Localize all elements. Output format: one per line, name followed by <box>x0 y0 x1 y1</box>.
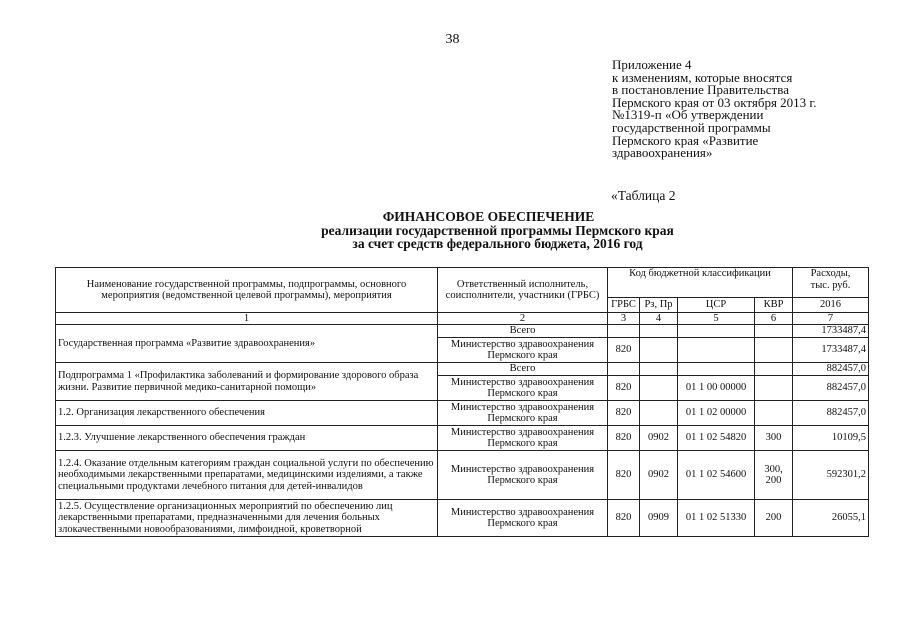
header-name: Наименование государственной программы, подпрограммы, основного мероприятия (ведомственной целевой программы), мероприятия <box>56 268 438 313</box>
document-title <box>0 210 905 251</box>
activity-name: 1.2. Организация лекарственного обеспечения <box>56 401 438 426</box>
title-line-1: ФИНАНСОВОЕ ОБЕСПЕЧЕНИЕ <box>382 209 595 224</box>
responsible-cell: Министерство здравоохранения Пермского края <box>438 500 608 537</box>
table-row <box>56 500 869 537</box>
col-number: 7 <box>793 313 869 325</box>
csr-cell: 01 1 00 00000 <box>678 376 755 401</box>
header-year: 2016 <box>793 298 869 313</box>
subprogram-name: Подпрограмма 1 «Профилактика заболеваний и формирование здорового образа жизни. Развитие первичной медико-санитарной помощи» <box>56 363 438 401</box>
amount-cell: 882457,0 <box>793 376 869 401</box>
financing-table <box>55 267 869 537</box>
grbs-cell: 820 <box>608 500 640 537</box>
program-name: Государственная программа «Развитие здравоохранения» <box>56 325 438 363</box>
page-number: 38 <box>445 32 460 47</box>
total-amount: 882457,0 <box>793 363 869 376</box>
rzpr-cell: 0902 <box>640 426 678 451</box>
appendix-line: в постановление Правительства <box>612 82 789 98</box>
activity-name: 1.2.5. Осуществление организационных мероприятий по обеспечению лиц лекарственными препаратами, предназначенными для лечения больных злокачественными новообразованиями, лимфоидной, кроветворной <box>56 500 438 537</box>
table-reference: «Таблица 2 <box>611 188 676 203</box>
appendix-line: Приложение 4 <box>612 57 692 72</box>
grbs-cell: 820 <box>608 426 640 451</box>
header-kvr: КВР <box>755 298 793 313</box>
responsible-cell: Министерство здравоохранения Пермского края <box>438 338 608 363</box>
kvr-cell: 300, 200 <box>755 451 793 500</box>
title-line-2: реализации государственной программы Пермского края <box>321 222 674 238</box>
amount-cell: 26055,1 <box>793 500 869 537</box>
appendix-line: здравоохранения» <box>612 145 713 161</box>
responsible-cell: Министерство здравоохранения Пермского края <box>438 426 608 451</box>
activity-name: 1.2.3. Улучшение лекарственного обеспечения граждан <box>56 426 438 451</box>
total-label: Всего <box>438 325 608 338</box>
csr-cell: 01 1 02 54820 <box>678 426 755 451</box>
appendix-line: Пермского края от 03 октября 2013 г. <box>612 94 817 110</box>
grbs-cell: 820 <box>608 376 640 401</box>
amount-cell: 10109,5 <box>793 426 869 451</box>
col-number: 3 <box>608 313 640 325</box>
column-number-row <box>56 313 869 325</box>
responsible-cell: Министерство здравоохранения Пермского края <box>438 451 608 500</box>
grbs-cell: 820 <box>608 338 640 363</box>
grbs-cell: 820 <box>608 401 640 426</box>
header-responsible: Ответственный исполнитель, соисполнители, участники (ГРБС) <box>438 268 608 313</box>
col-number: 4 <box>640 313 678 325</box>
table-row <box>56 325 869 338</box>
col-number: 6 <box>755 313 793 325</box>
amount-cell: 1733487,4 <box>793 338 869 363</box>
activity-name: 1.2.4. Оказание отдельным категориям граждан социальной услуги по обеспечению необходимыми лекарственными препаратами, медицинскими изделиями, а также специальными продуктами лечебного питания для детей-инвалидов <box>56 451 438 500</box>
header-csr: ЦСР <box>678 298 755 313</box>
responsible-cell: Министерство здравоохранения Пермского края <box>438 376 608 401</box>
appendix-line: к изменениям, которые вносятся <box>612 69 793 85</box>
amount-cell: 882457,0 <box>793 401 869 426</box>
header-expenses-line2: тыс. руб. <box>810 279 851 291</box>
col-number: 2 <box>438 313 608 325</box>
kvr-cell: 300 <box>755 426 793 451</box>
total-label: Всего <box>438 363 608 376</box>
col-number: 5 <box>678 313 755 325</box>
header-row <box>56 268 869 298</box>
csr-cell: 01 1 02 51330 <box>678 500 755 537</box>
rzpr-cell: 0902 <box>640 451 678 500</box>
appendix-line: №1319-п «Об утверждении <box>612 107 764 123</box>
appendix-note <box>612 59 892 160</box>
responsible-cell: Министерство здравоохранения Пермского края <box>438 401 608 426</box>
table-row <box>56 363 869 376</box>
header-budget-code: Код бюджетной классификации <box>608 268 793 298</box>
appendix-line: государственной программы <box>612 119 771 135</box>
header-rzpr: Рз, Пр <box>640 298 678 313</box>
col-number: 1 <box>56 313 438 325</box>
table-row <box>56 451 869 500</box>
header-expenses-line1: Расходы, <box>810 268 851 279</box>
appendix-line: Пермского края «Развитие <box>612 132 759 148</box>
total-amount: 1733487,4 <box>793 325 869 338</box>
amount-cell: 592301,2 <box>793 451 869 500</box>
table-row <box>56 401 869 426</box>
csr-cell: 01 1 02 54600 <box>678 451 755 500</box>
rzpr-cell: 0909 <box>640 500 678 537</box>
grbs-cell: 820 <box>608 451 640 500</box>
table-row <box>56 426 869 451</box>
kvr-cell: 200 <box>755 500 793 537</box>
header-expenses <box>793 268 869 298</box>
header-grbs: ГРБС <box>608 298 640 313</box>
csr-cell: 01 1 02 00000 <box>678 401 755 426</box>
title-line-3: за счет средств федерального бюджета, 2016 год <box>352 236 643 251</box>
